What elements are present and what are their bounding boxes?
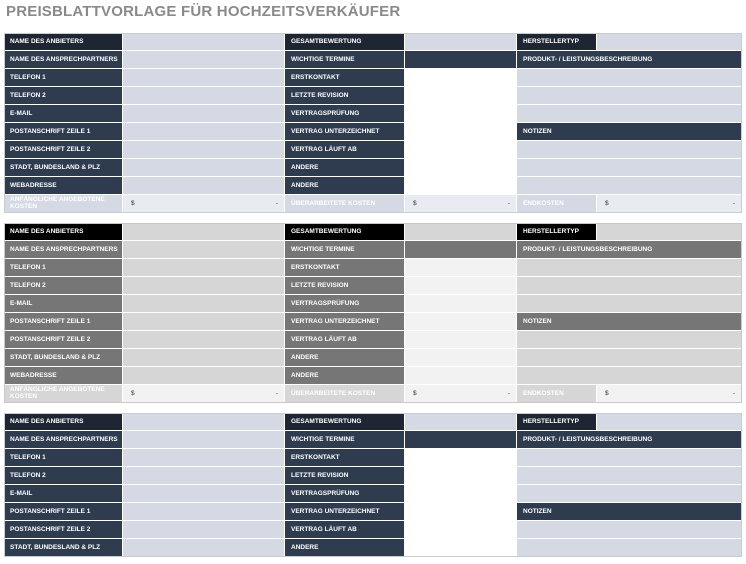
label-revision: LETZTE REVISION bbox=[285, 277, 405, 295]
input-revision[interactable] bbox=[405, 277, 517, 295]
sheet-row bbox=[4, 33, 742, 51]
label-stadt: STADT, BUNDESLAND & PLZ bbox=[4, 539, 123, 557]
label-email: E-MAIL bbox=[4, 105, 123, 123]
input-unterz[interactable] bbox=[405, 313, 517, 331]
vendor-block-1 bbox=[4, 33, 742, 213]
input-web[interactable] bbox=[123, 367, 285, 385]
final-cost-input[interactable] bbox=[597, 385, 742, 403]
sheet-row bbox=[4, 69, 742, 87]
currency-empty-value: - bbox=[732, 390, 735, 397]
label-revision: LETZTE REVISION bbox=[285, 467, 405, 485]
label-web: WEBADRESSE bbox=[4, 177, 123, 195]
sheet-row bbox=[4, 485, 742, 503]
sheet-row bbox=[4, 259, 742, 277]
vendor-block-3 bbox=[4, 413, 742, 557]
label-andere: ANDERE bbox=[285, 159, 405, 177]
sheet-row bbox=[4, 331, 742, 349]
input-laeuft[interactable] bbox=[405, 331, 517, 349]
sheet-row bbox=[4, 277, 742, 295]
input-termine[interactable] bbox=[405, 51, 517, 69]
sheet-row bbox=[4, 87, 742, 105]
input-pruefung[interactable] bbox=[405, 485, 517, 503]
currency-symbol: $ bbox=[131, 390, 135, 397]
label-produkt: PRODUKT- / LEISTUNGSBESCHREIBUNG bbox=[517, 431, 742, 449]
input-herst[interactable] bbox=[597, 223, 742, 241]
label-notizen: NOTIZEN bbox=[517, 123, 742, 141]
sheet-row bbox=[4, 367, 742, 385]
label-ansprech: NAME DES ANSPRECHPARTNERS bbox=[4, 241, 123, 259]
label-gesamt: GESAMTBEWERTUNG bbox=[285, 223, 405, 241]
text-area[interactable] bbox=[517, 349, 742, 367]
final-cost-input[interactable] bbox=[597, 195, 742, 213]
currency-empty-value: - bbox=[732, 200, 735, 207]
text-area[interactable] bbox=[517, 449, 742, 467]
sheet-row bbox=[4, 313, 742, 331]
input-stadt[interactable] bbox=[123, 349, 285, 367]
input-anbieter[interactable] bbox=[123, 223, 285, 241]
label-ueberarb: ÜBERARBEITETE KOSTEN bbox=[285, 385, 405, 403]
label-angebot: ANFÄNGLICHE ANGEBOTENE KOSTEN bbox=[4, 195, 123, 213]
label-tel1: TELEFON 1 bbox=[4, 259, 123, 277]
input-laeuft[interactable] bbox=[405, 521, 517, 539]
label-endkosten: ENDKOSTEN bbox=[517, 385, 597, 403]
label-post1: POSTANSCHRIFT ZEILE 1 bbox=[4, 123, 123, 141]
label-erstkontakt: ERSTKONTAKT bbox=[285, 259, 405, 277]
sheet-row bbox=[4, 521, 742, 539]
currency-empty-value: - bbox=[507, 390, 510, 397]
label-post2: POSTANSCHRIFT ZEILE 2 bbox=[4, 141, 123, 159]
sheet-row bbox=[4, 241, 742, 259]
page-title: PREISBLATTVORLAGE FÜR HOCHZEITSVERKÄUFER bbox=[6, 3, 401, 20]
text-area[interactable] bbox=[517, 521, 742, 539]
sheet-row bbox=[4, 177, 742, 195]
label-gesamt: GESAMTBEWERTUNG bbox=[285, 413, 405, 431]
text-area[interactable] bbox=[517, 277, 742, 295]
label-andere: ANDERE bbox=[285, 349, 405, 367]
input-pruefung[interactable] bbox=[405, 105, 517, 123]
label-tel2: TELEFON 2 bbox=[4, 467, 123, 485]
sheet-row bbox=[4, 449, 742, 467]
currency-symbol: $ bbox=[605, 390, 609, 397]
input-ansprech[interactable] bbox=[123, 51, 285, 69]
label-erstkontakt: ERSTKONTAKT bbox=[285, 69, 405, 87]
label-andere: ANDERE bbox=[285, 177, 405, 195]
label-post2: POSTANSCHRIFT ZEILE 2 bbox=[4, 331, 123, 349]
input-stadt[interactable] bbox=[123, 159, 285, 177]
currency-symbol: $ bbox=[413, 390, 417, 397]
sheet-row bbox=[4, 223, 742, 241]
label-unterz: VERTRAG UNTERZEICHNET bbox=[285, 503, 405, 521]
input-andere[interactable] bbox=[405, 367, 517, 385]
input-andere[interactable] bbox=[405, 349, 517, 367]
label-herst: HERSTELLERTYP bbox=[517, 33, 597, 51]
label-post2: POSTANSCHRIFT ZEILE 2 bbox=[4, 521, 123, 539]
label-herst: HERSTELLERTYP bbox=[517, 413, 597, 431]
sheet-row bbox=[4, 467, 742, 485]
input-unterz[interactable] bbox=[405, 123, 517, 141]
text-area[interactable] bbox=[517, 159, 742, 177]
input-tel1[interactable] bbox=[123, 259, 285, 277]
input-gesamt[interactable] bbox=[405, 33, 517, 51]
input-herst[interactable] bbox=[597, 33, 742, 51]
label-andere: ANDERE bbox=[285, 539, 405, 557]
input-erstkontakt[interactable] bbox=[405, 259, 517, 277]
label-laeuft: VERTRAG LÄUFT AB bbox=[285, 521, 405, 539]
input-post1[interactable] bbox=[123, 123, 285, 141]
label-unterz: VERTRAG UNTERZEICHNET bbox=[285, 123, 405, 141]
text-area[interactable] bbox=[517, 177, 742, 195]
currency-empty-value: - bbox=[507, 200, 510, 207]
label-web: WEBADRESSE bbox=[4, 367, 123, 385]
input-tel2[interactable] bbox=[123, 467, 285, 485]
input-email[interactable] bbox=[123, 485, 285, 503]
text-area[interactable] bbox=[517, 259, 742, 277]
currency-empty-value: - bbox=[275, 200, 278, 207]
input-unterz[interactable] bbox=[405, 503, 517, 521]
sheet-row bbox=[4, 105, 742, 123]
label-stadt: STADT, BUNDESLAND & PLZ bbox=[4, 349, 123, 367]
label-anbieter: NAME DES ANBIETERS bbox=[4, 413, 123, 431]
text-area[interactable] bbox=[517, 141, 742, 159]
label-gesamt: GESAMTBEWERTUNG bbox=[285, 33, 405, 51]
currency-symbol: $ bbox=[131, 200, 135, 207]
input-stadt[interactable] bbox=[123, 539, 285, 557]
label-pruefung: VERTRAGSPRÜFUNG bbox=[285, 485, 405, 503]
input-erstkontakt[interactable] bbox=[405, 449, 517, 467]
initial-cost-input[interactable] bbox=[123, 195, 285, 213]
label-revision: LETZTE REVISION bbox=[285, 87, 405, 105]
sheet-row bbox=[4, 195, 742, 213]
text-area[interactable] bbox=[517, 331, 742, 349]
text-area[interactable] bbox=[517, 87, 742, 105]
label-anbieter: NAME DES ANBIETERS bbox=[4, 33, 123, 51]
sheet-row bbox=[4, 503, 742, 521]
input-post2[interactable] bbox=[123, 331, 285, 349]
currency-empty-value: - bbox=[275, 390, 278, 397]
label-laeuft: VERTRAG LÄUFT AB bbox=[285, 331, 405, 349]
label-notizen: NOTIZEN bbox=[517, 503, 742, 521]
currency-symbol: $ bbox=[413, 200, 417, 207]
label-pruefung: VERTRAGSPRÜFUNG bbox=[285, 105, 405, 123]
input-gesamt[interactable] bbox=[405, 223, 517, 241]
label-email: E-MAIL bbox=[4, 485, 123, 503]
input-tel2[interactable] bbox=[123, 87, 285, 105]
label-termine: WICHTIGE TERMINE bbox=[285, 241, 405, 259]
label-produkt: PRODUKT- / LEISTUNGSBESCHREIBUNG bbox=[517, 241, 742, 259]
label-tel1: TELEFON 1 bbox=[4, 449, 123, 467]
currency-symbol: $ bbox=[605, 200, 609, 207]
input-andere[interactable] bbox=[405, 539, 517, 557]
label-herst: HERSTELLERTYP bbox=[517, 223, 597, 241]
label-tel2: TELEFON 2 bbox=[4, 87, 123, 105]
input-termine[interactable] bbox=[405, 431, 517, 449]
label-termine: WICHTIGE TERMINE bbox=[285, 431, 405, 449]
text-area[interactable] bbox=[517, 105, 742, 123]
input-revision[interactable] bbox=[405, 87, 517, 105]
label-erstkontakt: ERSTKONTAKT bbox=[285, 449, 405, 467]
input-tel1[interactable] bbox=[123, 69, 285, 87]
input-herst[interactable] bbox=[597, 413, 742, 431]
sheet-row bbox=[4, 385, 742, 403]
input-web[interactable] bbox=[123, 177, 285, 195]
input-erstkontakt[interactable] bbox=[405, 69, 517, 87]
revised-cost-input[interactable] bbox=[405, 195, 517, 213]
input-anbieter[interactable] bbox=[123, 413, 285, 431]
label-pruefung: VERTRAGSPRÜFUNG bbox=[285, 295, 405, 313]
label-ansprech: NAME DES ANSPRECHPARTNERS bbox=[4, 431, 123, 449]
sheet-row bbox=[4, 123, 742, 141]
input-tel1[interactable] bbox=[123, 449, 285, 467]
label-ansprech: NAME DES ANSPRECHPARTNERS bbox=[4, 51, 123, 69]
input-laeuft[interactable] bbox=[405, 141, 517, 159]
label-ueberarb: ÜBERARBEITETE KOSTEN bbox=[285, 195, 405, 213]
label-endkosten: ENDKOSTEN bbox=[517, 195, 597, 213]
input-tel2[interactable] bbox=[123, 277, 285, 295]
label-produkt: PRODUKT- / LEISTUNGSBESCHREIBUNG bbox=[517, 51, 742, 69]
text-area[interactable] bbox=[517, 467, 742, 485]
input-revision[interactable] bbox=[405, 467, 517, 485]
vendor-block-2 bbox=[4, 223, 742, 403]
input-gesamt[interactable] bbox=[405, 413, 517, 431]
input-email[interactable] bbox=[123, 295, 285, 313]
sheet-row bbox=[4, 431, 742, 449]
label-unterz: VERTRAG UNTERZEICHNET bbox=[285, 313, 405, 331]
revised-cost-input[interactable] bbox=[405, 385, 517, 403]
input-andere[interactable] bbox=[405, 177, 517, 195]
label-email: E-MAIL bbox=[4, 295, 123, 313]
label-anbieter: NAME DES ANBIETERS bbox=[4, 223, 123, 241]
text-area[interactable] bbox=[517, 367, 742, 385]
label-stadt: STADT, BUNDESLAND & PLZ bbox=[4, 159, 123, 177]
label-angebot: ANFÄNGLICHE ANGEBOTENE KOSTEN bbox=[4, 385, 123, 403]
input-pruefung[interactable] bbox=[405, 295, 517, 313]
input-post2[interactable] bbox=[123, 141, 285, 159]
input-ansprech[interactable] bbox=[123, 241, 285, 259]
text-area[interactable] bbox=[517, 69, 742, 87]
input-email[interactable] bbox=[123, 105, 285, 123]
sheet-row bbox=[4, 413, 742, 431]
label-tel1: TELEFON 1 bbox=[4, 69, 123, 87]
input-termine[interactable] bbox=[405, 241, 517, 259]
label-laeuft: VERTRAG LÄUFT AB bbox=[285, 141, 405, 159]
label-post1: POSTANSCHRIFT ZEILE 1 bbox=[4, 503, 123, 521]
input-andere[interactable] bbox=[405, 159, 517, 177]
sheet-row bbox=[4, 349, 742, 367]
input-post1[interactable] bbox=[123, 313, 285, 331]
label-andere: ANDERE bbox=[285, 367, 405, 385]
sheet-row bbox=[4, 51, 742, 69]
sheet-row bbox=[4, 539, 742, 557]
label-notizen: NOTIZEN bbox=[517, 313, 742, 331]
sheet-row bbox=[4, 295, 742, 313]
input-post2[interactable] bbox=[123, 521, 285, 539]
input-anbieter[interactable] bbox=[123, 33, 285, 51]
input-ansprech[interactable] bbox=[123, 431, 285, 449]
label-termine: WICHTIGE TERMINE bbox=[285, 51, 405, 69]
text-area[interactable] bbox=[517, 539, 742, 557]
text-area[interactable] bbox=[517, 485, 742, 503]
sheet-row bbox=[4, 159, 742, 177]
input-post1[interactable] bbox=[123, 503, 285, 521]
initial-cost-input[interactable] bbox=[123, 385, 285, 403]
text-area[interactable] bbox=[517, 295, 742, 313]
label-post1: POSTANSCHRIFT ZEILE 1 bbox=[4, 313, 123, 331]
sheet-row bbox=[4, 141, 742, 159]
label-tel2: TELEFON 2 bbox=[4, 277, 123, 295]
